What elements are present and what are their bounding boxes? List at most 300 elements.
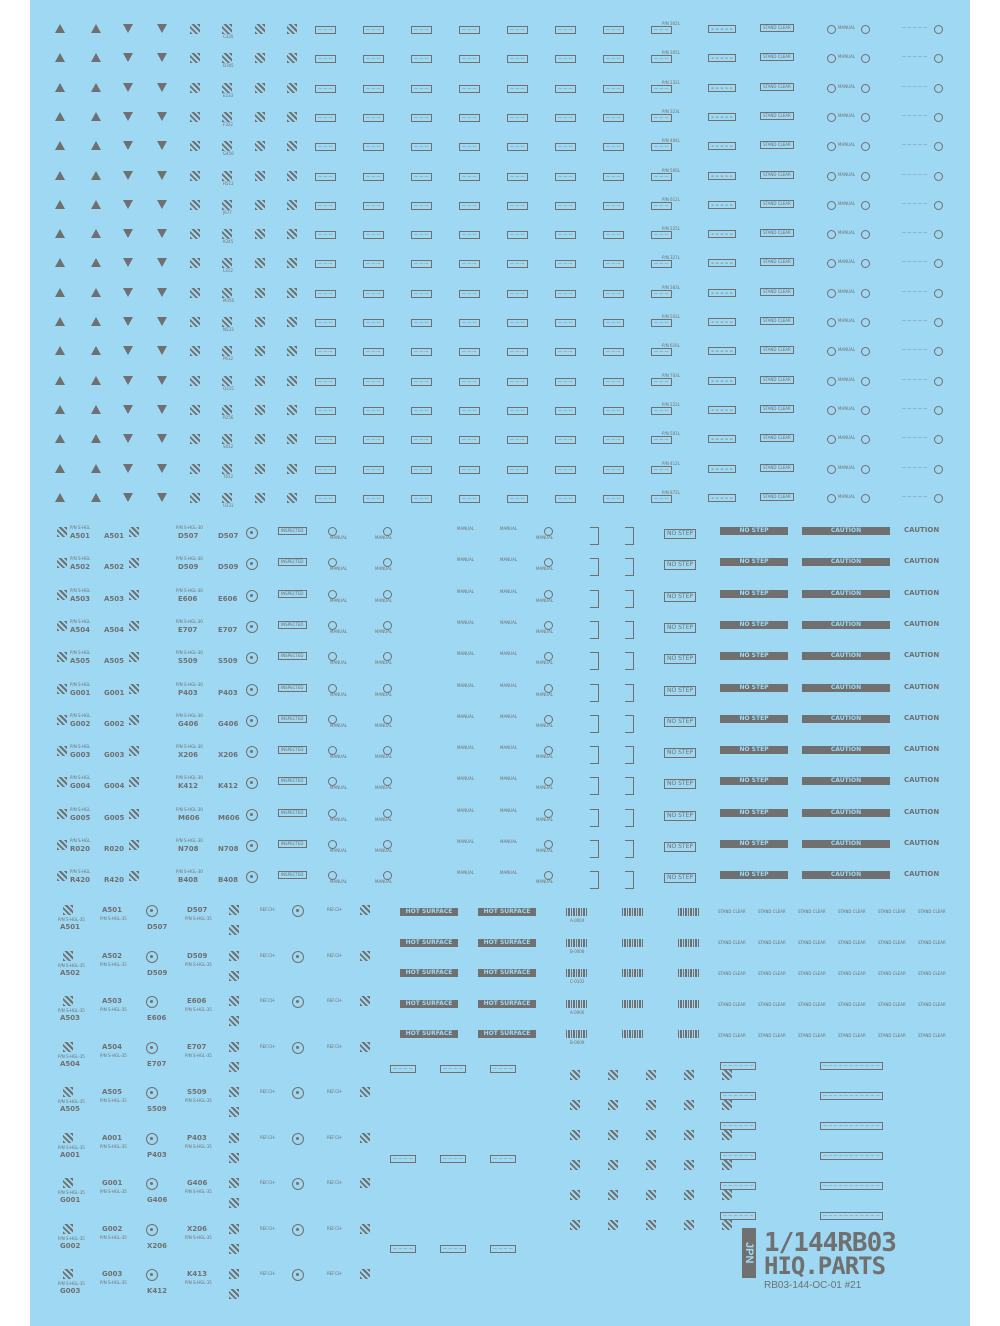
warning-box: — — — — — — [720, 1152, 756, 1160]
pn-label: P/N S-HGL-35 [58, 962, 85, 968]
triangle-up-icon [55, 229, 65, 238]
code-label: K412 [178, 782, 199, 791]
hatch-icon [222, 24, 232, 34]
triangle-down-icon [157, 53, 167, 62]
circle-icon [934, 465, 943, 474]
code-label: E707 [187, 1042, 207, 1051]
label-box: — — — [459, 378, 480, 386]
label-box: — — — [603, 202, 624, 210]
barcode-icon [622, 1000, 644, 1008]
stand-clear-box: STAND CLEAR [760, 24, 794, 32]
code-label: S509 [218, 657, 238, 666]
pn-label: P/N S-HGL-35 [100, 1189, 127, 1194]
label-box: — — — [315, 407, 336, 415]
bracket-icon [625, 777, 634, 795]
code-label: R420 [70, 876, 91, 885]
manual-label: MANUAL [500, 651, 518, 657]
pn-label: P/N S-HGL-30 [176, 525, 203, 530]
bracket-icon [590, 652, 599, 670]
pn-label: P/N S-HGL-30 [176, 681, 203, 687]
triangle-down-icon [157, 83, 167, 92]
note-label: — — — — — [902, 171, 928, 177]
label-box: — — — [507, 231, 528, 239]
stand-clear-label: STAND CLEAR [838, 971, 866, 976]
no-step-box: NO STEP [664, 717, 696, 727]
hatch-icon [287, 288, 297, 298]
notice-box: — — — — [390, 1155, 416, 1163]
hot-surface-bar: HOT SURFACE [400, 939, 458, 947]
manual-label: MANUAL [536, 722, 554, 728]
barcode-icon [566, 969, 588, 977]
code-label: A504 [104, 625, 125, 634]
code-label: N708 [218, 845, 239, 853]
triangle-down-icon [123, 493, 133, 502]
code-label: S509 [147, 1105, 167, 1113]
ref-label: REF.CH- [260, 952, 276, 958]
target-icon [146, 1042, 158, 1054]
no-step-bar: NO STEP [720, 746, 788, 754]
triangle-up-icon [55, 288, 65, 297]
code-label: E707 [218, 625, 238, 634]
target-icon [146, 1224, 158, 1236]
no-step-box: NO STEP [664, 811, 696, 821]
hatch-icon [255, 405, 265, 415]
stand-clear-label: STAND CLEAR [758, 940, 786, 945]
hatch-icon [287, 464, 297, 474]
hatch-icon [722, 1070, 732, 1080]
hatch-icon [190, 288, 200, 298]
caution-label: CAUTION [904, 651, 940, 660]
warning-box: — — — — — — — — — — — [820, 1212, 883, 1220]
caution-label: CAUTION [904, 682, 940, 691]
target-icon [146, 951, 158, 963]
label-box: — — — [651, 319, 672, 327]
ref-label: REF.CH- [327, 998, 343, 1003]
brand-block [742, 1228, 942, 1298]
pn-label: P/N S-HGL-35 [185, 1143, 212, 1149]
manual-label: MANUAL [457, 557, 475, 563]
hot-surface-bar: HOT SURFACE [400, 1000, 458, 1008]
hatch-icon [229, 1062, 239, 1072]
manual-label: MANUAL [457, 588, 475, 594]
hatch-icon [608, 1100, 618, 1110]
code-label: A501 [60, 923, 81, 931]
hatch-icon [287, 317, 297, 327]
hatch-icon [190, 376, 200, 386]
caution-bar: CAUTION [802, 590, 890, 598]
code-label: D507 [187, 906, 208, 914]
manual-label: MANUAL [500, 807, 518, 813]
caution-bar: CAUTION [802, 777, 890, 785]
caution-bar: CAUTION [802, 652, 890, 660]
manual-label: MANUAL [375, 628, 393, 634]
hatch-icon [229, 1107, 239, 1117]
barcode-label: A-0006 [570, 1009, 585, 1015]
warning-box: — — — — — — [720, 1092, 756, 1100]
label-box: — — — [411, 378, 432, 386]
triangle-up-icon [55, 376, 65, 385]
label-box: — — — [315, 495, 336, 503]
label-box: — — — [507, 319, 528, 327]
label-box: — — — [363, 114, 384, 122]
bracket-icon [625, 840, 634, 858]
triangle-down-icon [157, 464, 167, 473]
inspected-box: INSPECTED [278, 871, 307, 879]
hatch-icon [255, 112, 265, 122]
note-label: — — — — — [902, 435, 928, 441]
circle-icon [861, 259, 870, 268]
code-label: A501 [102, 906, 123, 914]
pn-label: P/N S-HGL-30 [176, 650, 203, 656]
hatch-icon [222, 229, 232, 239]
target-icon [246, 840, 258, 852]
label-box: — — — [651, 231, 672, 239]
barcode-icon [678, 1030, 700, 1038]
circle-icon [827, 25, 836, 34]
hatch-icon [255, 229, 265, 239]
caution-label: CAUTION [904, 588, 940, 597]
circle-icon [934, 54, 943, 63]
label-box: — — — [651, 85, 672, 93]
code-label: R020 [70, 845, 91, 853]
circle-icon [827, 318, 836, 327]
hatch-icon [190, 434, 200, 444]
note-label: — — — — — [902, 112, 928, 118]
manual-label: MANUAL [330, 691, 348, 697]
inspected-box: INSPECTED [278, 527, 307, 535]
label-box: — — — [459, 290, 480, 298]
warning-box: — — — — — — [720, 1122, 756, 1130]
pn-label: P/N S-HGL-35 [58, 1008, 85, 1013]
label-box: — — — [555, 55, 576, 63]
label-box: — — — [555, 26, 576, 34]
hatch-icon [222, 258, 232, 268]
hatch-icon [129, 527, 139, 537]
bracket-icon [625, 871, 634, 889]
label-box: — — — [555, 290, 576, 298]
code-label: D509 [218, 563, 239, 572]
code-label: P403 [178, 688, 198, 697]
no-step-bar: NO STEP [720, 684, 788, 692]
warning-box: = = = = = [708, 113, 736, 121]
hatch-icon [255, 317, 265, 327]
hatch-icon [63, 1178, 73, 1188]
target-icon [246, 590, 258, 602]
pn-label: P/N S-HGL-35 [100, 1280, 127, 1285]
hatch-icon [255, 288, 265, 298]
manual-label: MANUAL [536, 566, 554, 572]
circle-icon [827, 465, 836, 474]
circle-icon [861, 142, 870, 151]
triangle-up-icon [91, 171, 101, 180]
barcode-icon [678, 969, 700, 977]
hatch-icon [287, 258, 297, 268]
label-box: — — — [363, 378, 384, 386]
note-label: — — — — — [902, 347, 928, 353]
hatch-icon [360, 951, 370, 961]
circle-icon [827, 494, 836, 503]
stand-clear-box: STAND CLEAR [760, 405, 794, 413]
stand-clear-box: STAND CLEAR [760, 53, 794, 61]
stand-clear-label: STAND CLEAR [758, 1033, 786, 1038]
warning-box: = = = = = [708, 347, 736, 355]
circle-icon [934, 142, 943, 151]
triangle-up-icon [91, 405, 101, 414]
warning-box: = = = = = [708, 230, 736, 238]
code-label: G456 [223, 151, 234, 157]
label-box: — — — [651, 466, 672, 474]
hot-surface-bar: HOT SURFACE [478, 1030, 536, 1038]
hatch-icon [222, 112, 232, 122]
label-box: — — — [411, 55, 432, 63]
hatch-icon [129, 809, 139, 819]
hatch-icon [287, 53, 297, 63]
hatch-icon [63, 1133, 73, 1143]
target-icon [292, 951, 304, 963]
triangle-up-icon [91, 346, 101, 355]
manual-label: MANUAL [500, 557, 518, 563]
logo-text: RB03 [837, 1228, 896, 1258]
hatch-icon [570, 1100, 580, 1110]
pn-label: P/N S-HGL-30 [176, 775, 203, 781]
hatch-icon [222, 83, 232, 93]
hatch-icon [63, 951, 73, 961]
target-icon [292, 905, 304, 917]
pn-label: P/N 502L [662, 314, 680, 319]
note-label: — — — — — [902, 464, 928, 470]
code-label: D507 [178, 532, 199, 540]
hatch-icon [190, 53, 200, 63]
hatch-icon [190, 141, 200, 151]
pn-label: P/N S-HGL-35 [58, 1235, 85, 1241]
pn-label: P/N S-HGL-35 [185, 916, 212, 921]
code-label: A502 [104, 563, 125, 572]
bracket-icon [590, 809, 599, 827]
bracket-icon [625, 684, 634, 702]
code-label: A504 [60, 1059, 81, 1068]
manual-label: MANUAL [457, 839, 475, 844]
hatch-icon [63, 996, 73, 1006]
hatch-icon [63, 1224, 73, 1234]
pn-label: P/N S-HGL [70, 806, 91, 812]
brand-name: HIQ.PARTS [764, 1252, 886, 1280]
bracket-icon [590, 558, 599, 576]
code-label: U331 [223, 502, 234, 508]
stand-clear-label: STAND CLEAR [798, 909, 826, 914]
manual-label: MANUAL [536, 879, 554, 885]
hatch-icon [222, 171, 232, 181]
manual-label: MANUAL [375, 754, 393, 760]
hatch-icon [57, 527, 67, 537]
label-box: — — — [555, 114, 576, 122]
barcode-icon [678, 939, 700, 947]
pn-label: P/N S-HGL-30 [176, 869, 203, 875]
manual-label: MANUAL [838, 54, 856, 60]
manual-label: MANUAL [536, 754, 554, 760]
hatch-icon [190, 200, 200, 210]
manual-label: MANUAL [375, 691, 393, 697]
inspected-box: INSPECTED [278, 746, 307, 754]
triangle-up-icon [91, 288, 101, 297]
label-box: — — — [507, 466, 528, 474]
stand-clear-label: STAND CLEAR [878, 1002, 906, 1007]
code-label: K412 [218, 782, 239, 791]
caution-bar: CAUTION [802, 840, 890, 848]
hatch-icon [229, 1016, 239, 1026]
stand-clear-label: STAND CLEAR [718, 940, 746, 945]
hatch-icon [570, 1070, 580, 1080]
triangle-down-icon [157, 141, 167, 150]
hatch-icon [229, 1133, 239, 1143]
hatch-icon [63, 1269, 73, 1279]
code-label: E707 [178, 625, 198, 634]
label-box: — — — [411, 466, 432, 474]
note-label: — — — — — [902, 25, 928, 30]
no-step-bar: NO STEP [720, 527, 788, 535]
inspected-box: INSPECTED [278, 652, 307, 660]
hatch-icon [570, 1220, 580, 1230]
hatch-icon [360, 1269, 370, 1279]
manual-label: MANUAL [500, 619, 518, 625]
code-label: A503 [104, 594, 125, 603]
circle-icon [861, 113, 870, 122]
hatch-icon [287, 229, 297, 239]
hatch-icon [608, 1220, 618, 1230]
triangle-up-icon [55, 200, 65, 209]
hatch-icon [190, 317, 200, 327]
triangle-up-icon [91, 53, 101, 62]
triangle-down-icon [157, 258, 167, 267]
circle-icon [827, 406, 836, 415]
label-box: — — — [315, 114, 336, 122]
code-label: G002 [104, 719, 125, 728]
label-box: — — — [507, 348, 528, 356]
manual-label: MANUAL [457, 776, 475, 782]
pn-label: P/N S-HGL-35 [100, 1098, 127, 1103]
stand-clear-label: STAND CLEAR [798, 1002, 826, 1007]
manual-label: MANUAL [838, 25, 856, 30]
stand-clear-label: STAND CLEAR [798, 1033, 826, 1038]
hatch-icon [57, 590, 67, 600]
label-box: — — — [603, 85, 624, 93]
hatch-icon [222, 317, 232, 327]
label-box: — — — [603, 466, 624, 474]
triangle-down-icon [123, 53, 133, 62]
no-step-bar: NO STEP [720, 652, 788, 660]
hatch-icon [287, 346, 297, 356]
target-icon [292, 1269, 304, 1281]
no-step-bar: NO STEP [720, 809, 788, 817]
label-box: — — — [603, 348, 624, 356]
pn-label: P/N 506L [662, 167, 680, 173]
target-icon [246, 809, 258, 821]
manual-label: MANUAL [375, 660, 393, 666]
manual-label: MANUAL [838, 142, 856, 148]
ref-label: REF.CH- [327, 1271, 343, 1276]
no-step-bar: NO STEP [720, 621, 788, 629]
label-box: — — — [363, 407, 384, 415]
circle-icon [827, 259, 836, 268]
manual-label: MANUAL [500, 776, 518, 782]
stand-clear-label: STAND CLEAR [878, 940, 906, 945]
barcode-icon [566, 1000, 588, 1008]
hatch-icon [360, 1224, 370, 1234]
label-box: — — — [603, 114, 624, 122]
bracket-icon [625, 809, 634, 827]
label-box: — — — [651, 114, 672, 122]
label-box: — — — [363, 436, 384, 444]
pn-label: P/N S-HGL-35 [58, 1053, 85, 1059]
code-label: X206 [178, 751, 199, 760]
manual-label: MANUAL [838, 200, 856, 206]
triangle-up-icon [91, 141, 101, 150]
pn-label: P/N S-HGL-35 [58, 1099, 85, 1104]
hatch-icon [57, 621, 67, 631]
pn-label: P/N S-HGL-35 [185, 1007, 212, 1012]
pn-label: P/N S-HGL-35 [185, 1098, 212, 1103]
manual-label: MANUAL [330, 566, 348, 572]
label-box: — — — [315, 436, 336, 444]
hatch-icon [129, 684, 139, 694]
triangle-up-icon [91, 258, 101, 267]
stand-clear-label: STAND CLEAR [798, 940, 826, 945]
manual-label: MANUAL [838, 259, 856, 265]
triangle-down-icon [123, 24, 133, 33]
label-box: — — — [555, 466, 576, 474]
label-box: — — — [603, 378, 624, 386]
note-label: — — — — — [902, 54, 928, 60]
warning-box: = = = = = [708, 84, 736, 92]
hatch-icon [722, 1130, 732, 1140]
no-step-bar: NO STEP [720, 871, 788, 879]
warning-box: — — — — — — — — — — — [820, 1062, 883, 1070]
inspected-box: INSPECTED [278, 558, 307, 566]
pn-label: P/N 225L [662, 226, 680, 232]
stand-clear-box: STAND CLEAR [760, 493, 794, 501]
code-label: D507 [218, 532, 239, 540]
label-box: — — — [315, 55, 336, 63]
hatch-icon [684, 1190, 694, 1200]
manual-label: MANUAL [330, 754, 348, 760]
hatch-icon [222, 434, 232, 444]
ref-label: REF.CH- [327, 1089, 343, 1094]
circle-icon [934, 435, 943, 444]
hatch-icon [57, 746, 67, 756]
label-box: — — — [555, 173, 576, 181]
code-label: B408 [178, 876, 198, 885]
stand-clear-box: STAND CLEAR [760, 258, 794, 266]
manual-label: MANUAL [500, 588, 518, 594]
pn-label: P/N S-HGL-35 [185, 961, 212, 967]
circle-icon [861, 289, 870, 298]
stand-clear-box: STAND CLEAR [760, 288, 794, 296]
triangle-down-icon [157, 346, 167, 355]
label-box: — — — [315, 319, 336, 327]
code-label: T612 [223, 473, 234, 479]
hatch-icon [287, 434, 297, 444]
hatch-icon [287, 405, 297, 415]
hatch-icon [222, 493, 232, 503]
hatch-icon [646, 1130, 656, 1140]
triangle-up-icon [55, 346, 65, 355]
ref-label: REF.CH- [327, 1225, 343, 1231]
manual-label: MANUAL [375, 722, 393, 728]
label-box: — — — [603, 407, 624, 415]
code-label: D509 [187, 951, 208, 960]
notice-box: — — — — [390, 1245, 416, 1253]
hatch-icon [229, 951, 239, 961]
hatch-icon [722, 1160, 732, 1170]
